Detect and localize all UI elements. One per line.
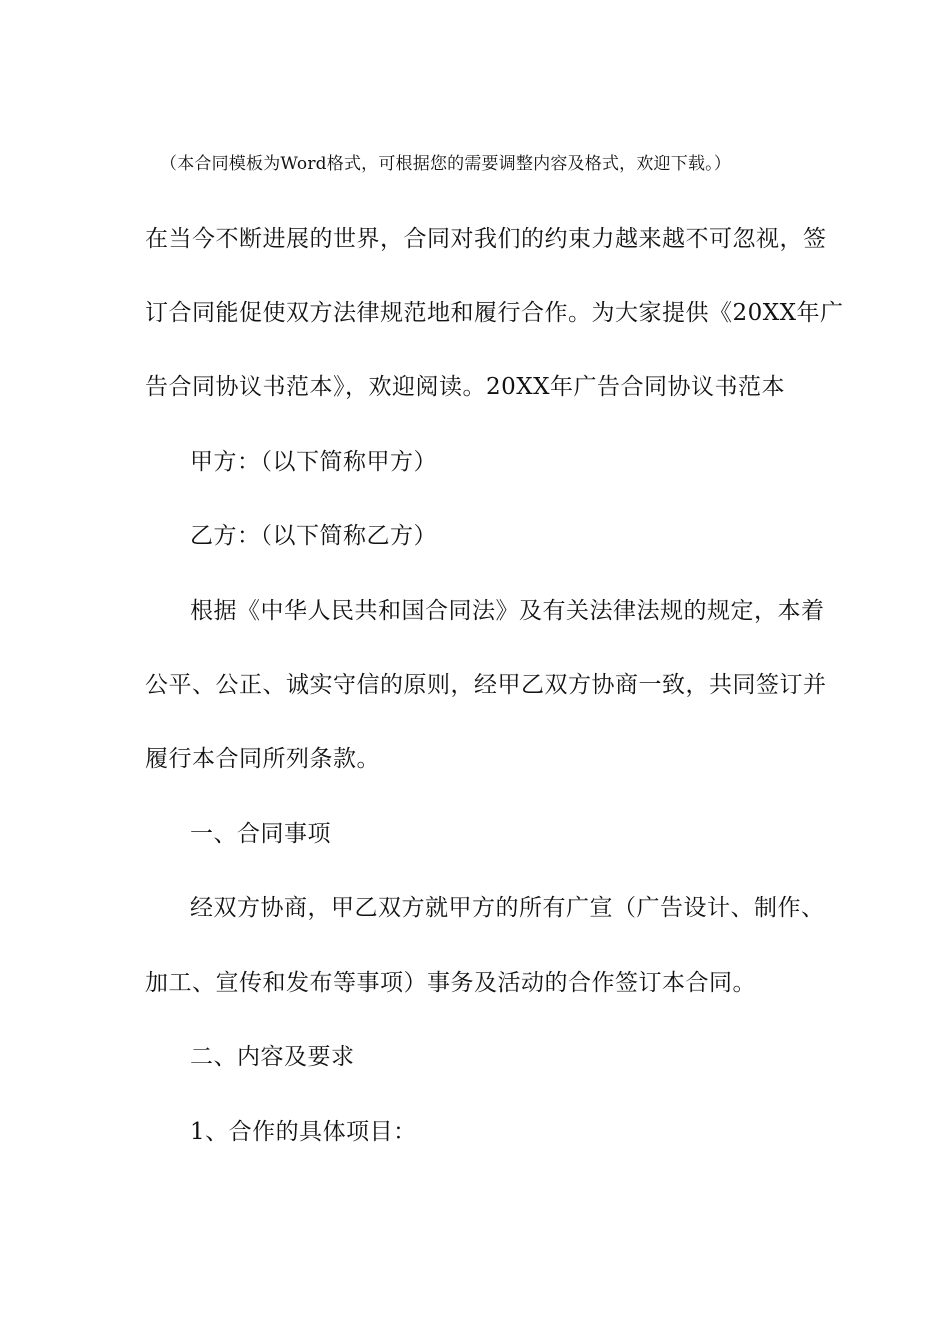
section-2-title: 二、内容及要求 [190,1044,355,1070]
intro-line-2: 订合同能促使双方法律规范地和履行合作。为大家提供《20XX年广 [145,300,844,326]
basis-line-3: 履行本合同所列条款。 [145,746,380,772]
party-b-line: 乙方：（以下简称乙方） [190,523,437,549]
section-1-line-1: 经双方协商，甲乙双方就甲方的所有广宣（广告设计、制作、 [190,895,825,921]
item-1-line: 1、合作的具体项目： [190,1119,417,1145]
basis-line-2: 公平、公正、诚实守信的原则，经甲乙双方协商一致，共同签订并 [145,672,827,698]
template-note: （本合同模板为Word格式，可根据您的需要调整内容及格式，欢迎下载。） [160,154,732,174]
intro-line-3: 告合同协议书范本》，欢迎阅读。20XX年广告合同协议书范本 [145,374,786,400]
section-1-line-2: 加工、宣传和发布等事项）事务及活动的合作签订本合同。 [145,970,756,996]
section-1-title: 一、合同事项 [190,821,331,847]
party-a-line: 甲方：（以下简称甲方） [190,449,437,475]
basis-line-1: 根据《中华人民共和国合同法》及有关法律法规的规定，本着 [190,598,825,624]
intro-line-1: 在当今不断进展的世界，合同对我们的约束力越来越不可忽视，签 [145,226,827,252]
